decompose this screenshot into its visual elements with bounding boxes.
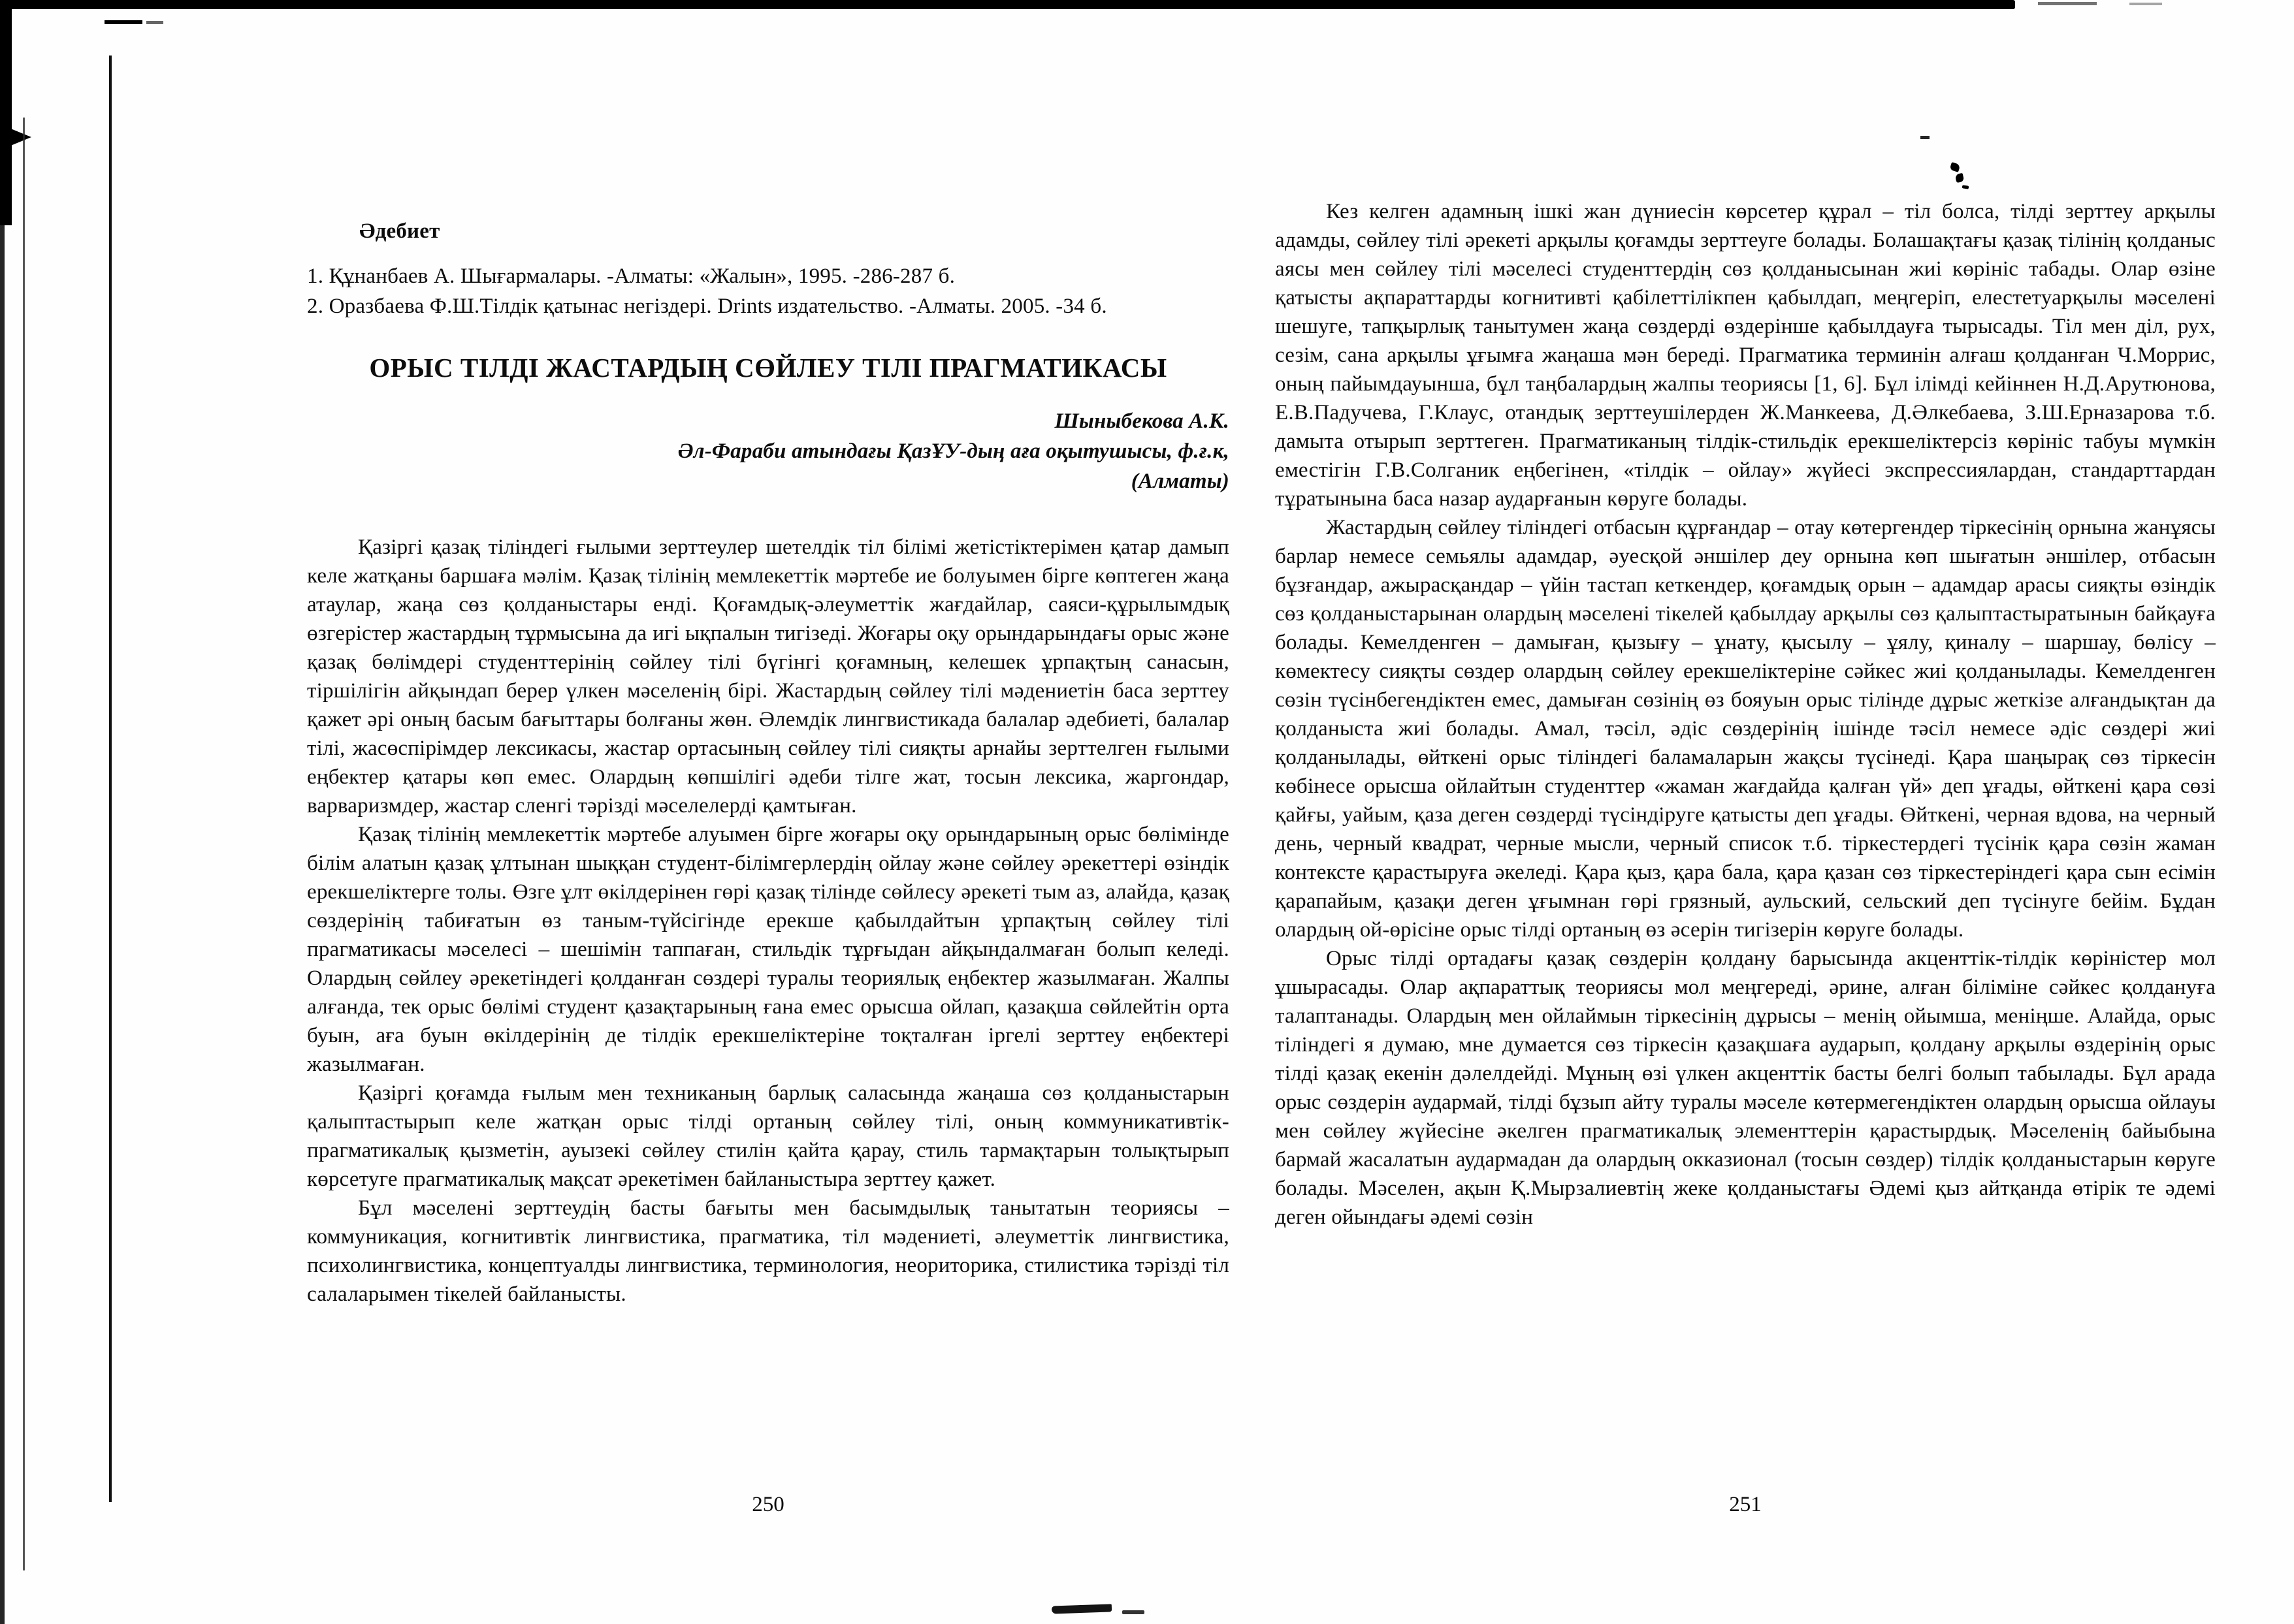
- reference-item: 2. Оразбаева Ф.Ш.Тілдік қатынас негіздері. Drints издательство. -Алматы. 2005. -34 б.: [307, 295, 1107, 318]
- body-paragraph: Қазіргі қоғамда ғылым мен техниканың барлық саласында жаңаша сөз қолданыстарын қалыптастырып келе жатқан орыс тілді ортаның сөйлеу тілі, оның коммуникативтік-прагматикалық қызметін, ауызекі сөйлеу стилін қайта қарау, стиль тармақтарын толықтырып көрсетуге прагматикалық мақсат әрекетімен байланыстыра зерттеу қажет.: [307, 1081, 1229, 1191]
- reference-item: 1. Құнанбаев А. Шығармалары. -Алматы: «Жалын», 1995. -286-287 б.: [307, 264, 956, 288]
- body-paragraph: Бұл мәселені зерттеудің басты бағыты мен басымдылық танытатын теориясы – коммуникация, когнитивтік лингвистика, прагматика, тіл мәдениеті, әлеуметтік лингвистика, психолингвистика, концептуалды лингвистика, терминология, неориторика, стилистика тәрізді тіл салаларымен тікелей байланысты.: [307, 1196, 1229, 1306]
- scan-artifact-top-dash: [2129, 3, 2162, 5]
- scan-artifact-dash: [146, 21, 163, 24]
- author-affiliation: Әл-Фараби атындағы ҚазҰУ-дың аға оқытушысы, ф.ғ.к,: [677, 439, 1229, 463]
- page-number-left: 250: [752, 1493, 784, 1516]
- scan-artifact-ink-blob: [1949, 162, 1960, 172]
- scan-artifact-top-bar: [0, 0, 2015, 9]
- body-paragraph: Қазақ тілінің мемлекеттік мәртебе алуымен бірге жоғары оқу орындарының орыс бөлімінде білім алатын қазақ ұлтынан шыққан студент-білімгерлердің ойлау және сөйлеу әрекеттері өзіндік ерекшеліктерге толы. Өзге ұлт өкілдерінен гөрі қазақ тілінде сөйлесу әрекеті тым аз, алайда, қазақ сөздерінің табиғатын өз таным-түйсігінде ерекше қабылдайтын ұрпақтың сөйлеу тілі прагматикасы мәселесі – шешімін таппаған, стильдік тұрғыдан айқындалмаған болып келеді. Олардың сөйлеу әрекетіндегі қолданған сөздері туралы теориялық еңбектер жазылмаған. Жалпы алғанда, тек орыс бөлімі студент қазақтарының ғана емес орысша ойлап, қазақша сөйлейтін орта буын, аға буын өкілдерінің де тілдік ерекшеліктеріне тоқталған іргелі зерттеу еңбектері жазылмаған.: [307, 823, 1229, 1076]
- body-paragraph: Кез келген адамның ішкі жан дүниесін көрсетер құрал – тіл болса, тілді зерттеу арқылы адамды, сөйлеу тілі әрекеті арқылы қоғамды зерттеуге болады. Болашақтағы қазақ тілінің қолданыс аясы мен сөйлеу тілі мәселесі студенттердің сөз қолданысынан жиі көрініс табады. Олар өзіне қатысты ақпараттарды когнитивті қабілеттілікпен қабылдап, меңгеріп, елестетуарқылы мәселені шешуге, тапқырлық танытумен жаңа сөздерді өздерінше қабылдауға тырысады. Тіл мен діл, рух, сезім, сана арқылы ұғымға жаңаша мән береді. Прагматика терминін алғаш қолданған Ч.Моррис, оның пайымдауынша, бұл таңбалардың жалпы теориясы [1, 6]. Бұл ілімді кейіннен Н.Д.Арутюнова, Е.В.Падучева, Г.Клаус, отандық зерттеушілерден Ж.Манкеева, Д.Әлкебаева, З.Ш.Ерназарова т.б. дамыта отырып зерттеген. Прагматиканың тілдік-стильдік ерекшеліктерсіз көрініс табуы мүмкін еместігін Г.В.Солганик еңбегінен, «тілдік – ойлау» жүйесі экспрессиялардан, стандарттардан тұратынына баса назар аударғанын көруге болады.: [1275, 200, 2216, 511]
- left-page: [307, 217, 1229, 1309]
- scan-artifact-left-edge: [0, 225, 5, 1624]
- body-paragraph: Орыс тілді ортадағы қазақ сөздерін қолдану барысында акценттік-тілдік көріністер мол ұшырасады. Олар ақпараттық теориясы мол меңгереді, әрине, алған біліміне сәйкес қолдануға талаптанады. Олардың мен ойлаймын тіркесінің дұрысы – менің ойымша, меніңше. Алайда, орыс тіліндегі я думаю, мне думается сөз тіркесін қазақшаға аударып, қолдану арқылы өздерінің орыс тілді қазақ екенін дәлелдейді. Мұның өзі үлкен акценттік басты белгі болып табылады. Бұл арада орыс сөздерін аудармай, тілді бұзып айту туралы мәселе көтермегендіктен олардың орысша ойлауы мен сөйлеу жүйесіне әкелген прагматикалық элементтерін қарастырдық. Мәселенің байыбына бармай жасалатын аудармадан да олардың окказионал (тосын сөздер) тілдік қолданыстарын көруге болады. Мәселен, ақын Қ.Мырзалиевтің жеке қолданыстағы Әдемі қыз айтқанда өтірік те әдемі деген ойындағы әдемі сөзін: [1275, 947, 2216, 1229]
- scan-artifact-bottom-smudge: [1052, 1604, 1112, 1614]
- scan-artifact-wedge: [9, 128, 31, 146]
- scan-artifact-top-dash: [2038, 2, 2097, 5]
- scan-artifact-ink-blob: [1962, 185, 1969, 189]
- scan-artifact-ink-blob: [1955, 173, 1964, 183]
- author-name: Шыныбекова А.К.: [1054, 409, 1229, 433]
- body-paragraph: Қазіргі қазақ тіліндегі ғылыми зерттеулер шетелдік тіл білімі жетістіктерімен қатар дамып келе жатқаны баршаға мәлім. Қазақ тілінің мемлекеттік мәртебе ие болуымен бірге көптеген жаңа атаулар, жаңа сөз қолданыстары енді. Қоғамдық-әлеуметтік жағдайлар, саяси-құрылымдық өзгерістер жастардың тұрмысына да игі ықпалын тигізеді. Жоғары оқу орындарындағы орыс және қазақ бөлімдері студенттерінің сөйлеу тілі бүгінгі қоғамның, келешек ұрпақтың санасын, тіршілігін айқындап берер үлкен мәселенің бірі. Жастардың сөйлеу тілі мәдениетін баса зерттеу қажет әрі оның басым бағыттары болғаны жөн. Әлемдік лингвистикада балалар әдебиеті, балалар тілі, жасөспірімдер лексикасы, жастар ортасының сөйлеу тілі сияқты арнайы зерттелген ғылыми еңбектер қатары көп емес. Олардың көпшілігі әдеби тілге жат, тосын лексика, жаргондар, варваризмдер, жастар сленгі тәрізді мәселелерді қамтыған.: [307, 535, 1229, 818]
- scan-artifact-bottom-smudge: [1122, 1610, 1144, 1614]
- scan-artifact-ink-dash: [1920, 136, 1930, 139]
- scan-artifact-left-bar: [0, 0, 12, 225]
- author-city: (Алматы): [1131, 470, 1229, 493]
- scan-artifact-dash: [105, 20, 142, 24]
- right-page: [1275, 197, 2216, 1232]
- page-number-right: 251: [1729, 1493, 1762, 1516]
- references-heading: Әдебиет: [359, 219, 440, 243]
- article-title: ОРЫС ТІЛДІ ЖАСТАРДЫҢ СӨЙЛЕУ ТІЛІ ПРАГМАТИКАСЫ: [369, 353, 1167, 383]
- scan-artifact-page-edge-line: [109, 56, 112, 1502]
- author-block: [307, 406, 1229, 496]
- body-paragraph: Жастардың сөйлеу тіліндегі отбасын құрғандар – отау көтергендер тіркесінің орнына жанұясы барлар немесе семьялы адамдар, әуесқой әншілер деу орнына көп шығатын әншілер, отбасын бұзғандар, ажырасқандар – үйін тастап кеткендер, қоғамдық орын – адамдар арасы сияқты өзіндік сөз қолданыстарынан олардың мәселені тікелей қабылдау арқылы сөз қалыптастыратынын байқауға болады. Кемелденген – дамыған, қызығу – ұнату, қысылу – ұялу, қиналу – шаршау, бөлісу – көмектесу сияқты сөздер олардың сөйлеу ерекшеліктеріне сәйкес жиі қолданылады. Кемелденген сөзін түсінбегендіктен емес, дамыған сөзінің өз бояуын орыс тілінде дұрыс жеткізе алғандықтан да қолданыста жиі болады. Амал, тәсіл, әдіс сөздерінің ішінде тәсіл немесе әдіс сөздері жиі қолданылады, өйткені орыс тіліндегі баламаларын жақсы түсінеді. Қара шаңырақ сөз тіркесін көбінесе орысша ойлайтын студенттер «жаман жағдайда қалған үй» деп ұғады, өйткені қара сөзі қайғы, уайым, қаза деген сөздерді түсіндіруге қатысты деп ұғады. Өйткені, черная вдова, на черный день, черный квадрат, черные мысли, черный список т.б. тіркестердегі түсінік қара сөзін жаман контексте қарастыруға әкеледі. Қара қыз, қара бала, қара қазан сөз тіркестеріндегі қара сын есімін қарапайым, қазақи деген ұғымнан гөрі грязный, аульский, сельский деп түсінуге бейім. Бұдан олардың ой-өрісіне орыс тілді ортаның өз әсерін тигізерін көруге болады.: [1275, 516, 2216, 942]
- scan-artifact-page-edge-line: [23, 118, 25, 1570]
